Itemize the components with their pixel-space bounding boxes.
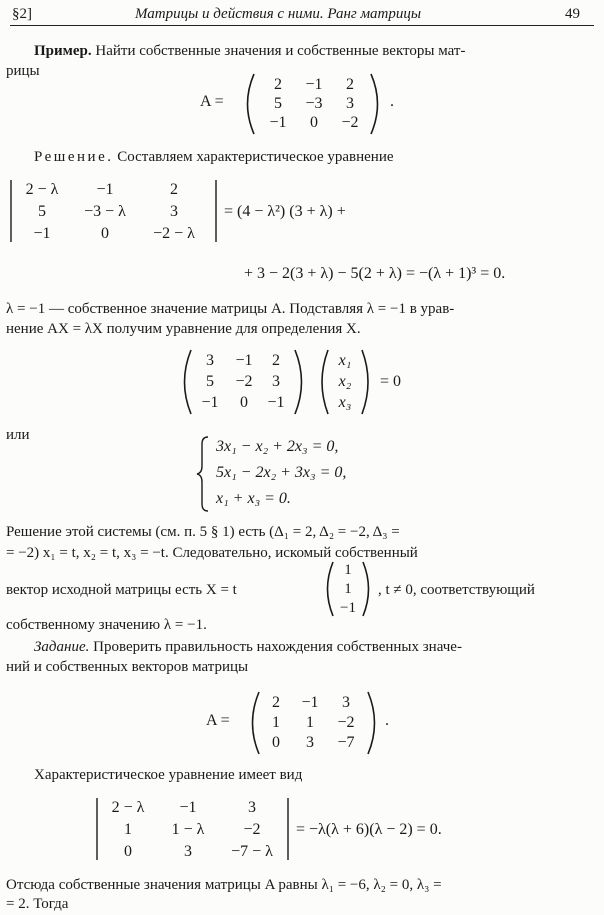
result-line-4: собственному значению λ = −1. (6, 617, 207, 633)
det-2-cell: −7 − λ (231, 843, 273, 860)
matrix-b (246, 690, 381, 756)
matrix-b-cell: 3 (342, 694, 350, 711)
matrix-a-cell: −2 (341, 114, 359, 131)
system-brace (196, 436, 210, 512)
solution-label: Решение. (34, 149, 114, 165)
matrix-a-cell: 2 (346, 76, 354, 93)
system-matrix-cell: 3 (206, 352, 214, 369)
final-line-1: Отсюда собственные значения матрицы A равны λ₁ = −6, λ₂ = 0, λ₃ = (6, 877, 442, 893)
det-2-rhs: = −λ(λ + 6)(λ − 2) = 0. (296, 821, 442, 838)
matrix-a-cell: 2 (274, 76, 282, 93)
det-2-cell: 1 (124, 821, 132, 838)
det-1-cell: 0 (101, 225, 109, 242)
matrix-b-cell: 1 (272, 714, 280, 731)
matrix-a-lhs: A = (200, 93, 224, 110)
det-2-cell: 2 − λ (111, 799, 145, 816)
eigenvector-cell: 1 (344, 581, 352, 597)
example-line-1 (34, 44, 465, 59)
eigenvector (322, 560, 374, 618)
matrix-b-end: . (385, 712, 389, 729)
det-1-cell: −2 − λ (153, 225, 195, 242)
vector-x-cell: x₂ (338, 373, 352, 390)
det-1-cell: 2 (170, 181, 178, 198)
det-2-cell: 1 − λ (171, 821, 205, 838)
det-2-cell: 3 (184, 843, 192, 860)
system-matrix-cell: −2 (235, 373, 253, 390)
vector-line-lhs: вектор исходной матрицы есть X = t (6, 582, 237, 598)
matrix-b-cell: −2 (337, 714, 355, 731)
det-1-rhs-1: = (4 − λ²) (3 + λ) + (224, 203, 346, 220)
task-line-1 (34, 640, 462, 655)
system-matrix-cell: 0 (240, 394, 248, 411)
page-number: 49 (565, 6, 580, 22)
det-2-cell: −1 (179, 799, 197, 816)
header-rule (10, 25, 594, 26)
matrix-a (240, 72, 385, 136)
det-1-cell: 3 (170, 203, 178, 220)
system-rhs: = 0 (380, 373, 402, 390)
solution-text: Составляем характеристическое уравнение (117, 149, 394, 165)
result-line-1: Решение этой системы (см. п. 5 § 1) есть (Δ₁ = 2, Δ₂ = −2, Δ₃ = (6, 524, 400, 540)
matrix-b-cell: −7 (337, 734, 355, 751)
final-line-2: = 2. Тогда (6, 896, 69, 912)
matrix-b-cell: 3 (306, 734, 314, 751)
det-2 (94, 796, 292, 862)
system-matrix-cell: −1 (267, 394, 285, 411)
eigenvector-cell: 1 (344, 562, 352, 578)
det-1-cell: 5 (38, 203, 46, 220)
system-matrix-cell: 2 (272, 352, 280, 369)
eigenvector-cell: −1 (340, 600, 356, 616)
system-eq-2: 5x₁ − 2x₂ + 3x₃ = 0, (216, 464, 347, 481)
or-label: или (6, 427, 30, 443)
det-1-rhs-2: + 3 − 2(3 + λ) − 5(2 + λ) = −(λ + 1)³ = 0. (244, 265, 506, 282)
det-1-cell: −3 − λ (84, 203, 126, 220)
system-matrix (178, 348, 308, 416)
det-1-cell: 2 − λ (25, 181, 59, 198)
matrix-a-cell: 5 (274, 95, 282, 112)
det-2-cell: −2 (243, 821, 261, 838)
eigenvalue-line-1: λ = −1 — собственное значение матрицы A. Подставляя λ = −1 в урав- (6, 301, 455, 317)
system-eq-3: x₁ + x₃ = 0. (216, 490, 291, 507)
matrix-a-cell: −1 (305, 76, 323, 93)
matrix-b-cell: 2 (272, 694, 280, 711)
vector-x-cell: x₃ (338, 394, 352, 411)
section-number: §2] (12, 6, 32, 22)
eigenvalue-line-2: нение AX = λX получим уравнение для определения X. (6, 321, 361, 337)
det-1 (8, 178, 220, 244)
example-text-1: Найти собственные значения и собственные векторы мат- (95, 43, 466, 59)
matrix-a-cell: 3 (346, 95, 354, 112)
matrix-b-lhs: A = (206, 712, 230, 729)
system-matrix-cell: −1 (235, 352, 253, 369)
running-title: Матрицы и действия с ними. Ранг матрицы (135, 6, 422, 22)
det-1-cell: −1 (33, 225, 51, 242)
vector-line-rhs: , t ≠ 0, соответствующий (378, 582, 535, 598)
matrix-a-end: . (390, 93, 394, 110)
vector-x-cell: x₁ (338, 352, 352, 369)
matrix-b-cell: 0 (272, 734, 280, 751)
matrix-a-cell: −3 (305, 95, 323, 112)
det-2-cell: 0 (124, 843, 132, 860)
system-matrix-cell: 3 (272, 373, 280, 390)
det-2-cell: 3 (248, 799, 256, 816)
system-matrix-cell: −1 (201, 394, 219, 411)
solution-line (34, 150, 394, 165)
example-label: Пример. (34, 43, 92, 59)
char-eq-text: Характеристическое уравнение имеет вид (34, 767, 303, 783)
system-eq-1: 3x₁ − x₂ + 2x₃ = 0, (216, 438, 339, 455)
matrix-a-cell: 0 (310, 114, 318, 131)
matrix-b-cell: 1 (306, 714, 314, 731)
example-text-2: рицы (6, 63, 40, 79)
task-text-2: ний и собственных векторов матрицы (6, 659, 249, 675)
task-text-1: Проверить правильность нахождения собственных значе- (93, 639, 462, 655)
det-1-cell: −1 (96, 181, 114, 198)
matrix-a-cell: −1 (269, 114, 287, 131)
task-label: Задание. (34, 639, 90, 655)
vector-x (316, 348, 374, 416)
matrix-b-cell: −1 (301, 694, 319, 711)
system-matrix-cell: 5 (206, 373, 214, 390)
result-line-2: = −2) x₁ = t, x₂ = t, x₃ = −t. Следовательно, искомый собственный (6, 545, 418, 561)
